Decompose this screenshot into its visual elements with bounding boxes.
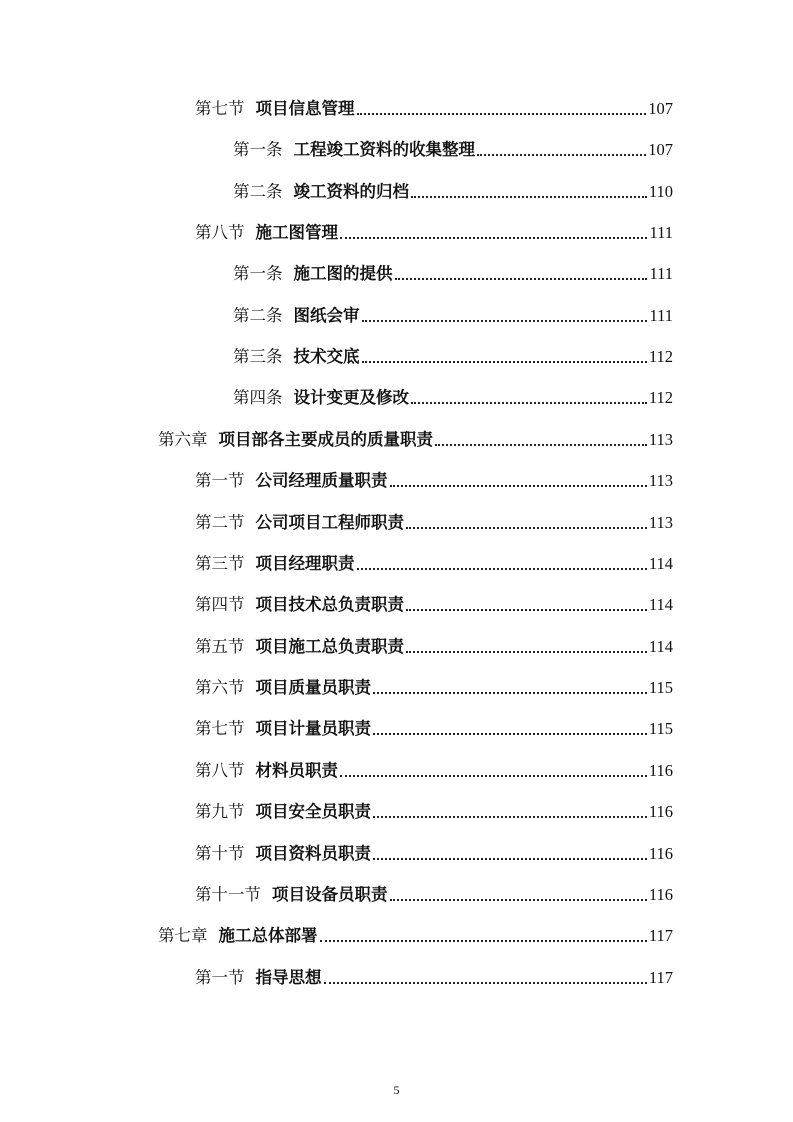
toc-entry-title: 项目部各主要成员的质量职责 [218,430,433,449]
toc-entry-number: 第六节 [195,678,245,697]
toc-entry-page: 112 [648,388,673,407]
toc-entry-title: 项目设备员职责 [272,885,388,904]
toc-entry-section-10[interactable] [195,842,673,866]
toc-entry-section-1[interactable] [195,469,673,493]
toc-entry-page: 116 [648,761,673,780]
toc-entry-page: 113 [648,513,673,532]
toc-entry-number: 第四条 [233,388,283,407]
toc-entry-page: 116 [648,885,673,904]
toc-entry-article-2[interactable] [233,304,673,328]
toc-entry-page: 114 [648,595,673,614]
toc-entry-number: 第一节 [195,968,245,987]
toc-entry-number: 第七章 [158,926,208,945]
leader-dots [373,858,647,860]
toc-entry-title: 材料员职责 [255,761,338,780]
toc-entry-title: 施工图的提供 [293,264,393,283]
leader-dots [357,568,647,570]
leader-dots [406,527,647,529]
leader-dots [340,237,647,239]
leader-dots [320,940,647,942]
toc-entry-title: 施工总体部署 [218,926,318,945]
toc-entry-number: 第八节 [195,761,245,780]
toc-entry-number: 第四节 [195,595,245,614]
toc-entry-page: 114 [648,554,673,573]
toc-entry-number: 第六章 [158,430,208,449]
toc-entry-number: 第三条 [233,347,283,366]
toc-entry-number: 第十节 [195,844,245,863]
toc-entry-number: 第三节 [195,554,245,573]
leader-dots [362,320,648,322]
toc-entry-page: 112 [648,347,673,366]
toc-entry-page: 117 [648,926,673,945]
leader-dots [411,196,647,198]
toc-entry-article-2[interactable] [233,180,673,204]
toc-entry-section-8[interactable] [195,759,673,783]
toc-entry-title: 项目信息管理 [255,99,355,118]
toc-entry-page: 107 [648,99,673,118]
toc-entry-section-8[interactable] [195,221,673,245]
toc-entry-title: 项目计量员职责 [255,719,371,738]
toc-entry-page: 111 [649,306,673,325]
toc-entry-title: 项目技术总负责职责 [255,595,404,614]
toc-entry-title: 竣工资料的归档 [293,182,409,201]
leader-dots [340,775,647,777]
toc-entry-number: 第八节 [195,223,245,242]
toc-entry-page: 111 [649,223,673,242]
leader-dots [395,278,648,280]
leader-dots [406,609,647,611]
toc-entry-page: 113 [648,471,673,490]
leader-dots [390,899,647,901]
toc-entry-number: 第五节 [195,637,245,656]
toc-entry-section-9[interactable] [195,800,673,824]
toc-entry-article-3[interactable] [233,345,673,369]
toc-entry-page: 114 [648,637,673,656]
toc-entry-page: 107 [648,140,673,159]
toc-entry-section-1[interactable] [195,966,673,990]
toc-entry-number: 第七节 [195,719,245,738]
toc-entry-number: 第一条 [233,264,283,283]
toc-entry-article-1[interactable] [233,138,673,162]
toc-entry-section-11[interactable] [195,883,673,907]
toc-entry-number: 第一节 [195,471,245,490]
toc-entry-title: 项目质量员职责 [255,678,371,697]
toc-entry-chapter-6[interactable] [158,428,673,452]
toc-entry-page: 116 [648,802,673,821]
toc-entry-title: 项目安全员职责 [255,802,371,821]
toc-entry-number: 第七节 [195,99,245,118]
toc-entry-chapter-7[interactable] [158,924,673,948]
toc-entry-number: 第二条 [233,306,283,325]
leader-dots [477,154,646,156]
toc-entry-section-6[interactable] [195,676,673,700]
toc-entry-number: 第二节 [195,513,245,532]
toc-entry-section-7[interactable] [195,717,673,741]
toc-entry-title: 图纸会审 [293,306,360,325]
toc-entry-page: 115 [648,678,673,697]
leader-dots [373,816,647,818]
toc-entry-title: 项目施工总负责职责 [255,637,404,656]
toc-entry-section-3[interactable] [195,552,673,576]
toc-entry-article-1[interactable] [233,262,673,286]
toc-entry-title: 工程竣工资料的收集整理 [293,140,475,159]
toc-entry-article-4[interactable] [233,386,673,410]
leader-dots [390,485,647,487]
toc-entry-title: 项目资料员职责 [255,844,371,863]
toc-entry-page: 113 [648,430,673,449]
leader-dots [373,692,647,694]
toc-entry-number: 第二条 [233,182,283,201]
toc-entry-title: 项目经理职责 [255,554,355,573]
toc-entry-number: 第十一节 [195,885,261,904]
toc-entry-page: 111 [649,264,673,283]
page-number: 5 [393,1083,400,1097]
toc-entry-title: 设计变更及修改 [293,388,409,407]
toc-entry-page: 116 [648,844,673,863]
toc-entry-number: 第一条 [233,140,283,159]
leader-dots [362,361,647,363]
leader-dots [411,402,647,404]
toc-entry-title: 指导思想 [255,968,322,987]
leader-dots [373,733,647,735]
toc-entry-title: 技术交底 [293,347,360,366]
toc-entry-title: 公司项目工程师职责 [255,513,404,532]
toc-entry-title: 施工图管理 [255,223,338,242]
toc-entry-title: 公司经理质量职责 [255,471,388,490]
toc-entry-section-7[interactable] [195,97,673,121]
leader-dots [435,444,647,446]
leader-dots [357,113,647,115]
toc-entry-section-2[interactable] [195,511,673,535]
toc-entry-page: 117 [648,968,673,987]
toc-entry-page: 110 [648,182,673,201]
leader-dots [406,651,647,653]
toc-entry-number: 第九节 [195,802,245,821]
leader-dots [324,982,647,984]
toc-entry-page: 115 [648,719,673,738]
toc-entry-section-4[interactable] [195,593,673,617]
toc-entry-section-5[interactable] [195,635,673,659]
